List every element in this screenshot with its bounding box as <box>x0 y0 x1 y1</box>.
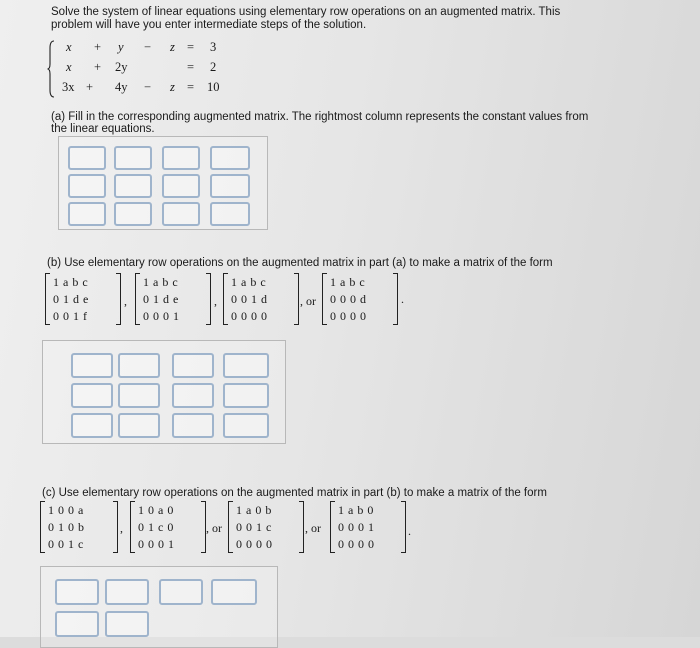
matrix-c-cell-r1c2[interactable] <box>105 579 149 605</box>
matrix-a-cell-r3c2[interactable] <box>114 202 152 226</box>
matrix-c-cell-r1c1[interactable] <box>55 579 99 605</box>
matrix-b-cell-r3c4[interactable] <box>223 413 269 438</box>
part-c-sep-or-2: , or <box>305 521 321 535</box>
matrix-a-cell-r1c2[interactable] <box>114 146 152 170</box>
matrix-b-cell-r3c1[interactable] <box>71 413 113 438</box>
matrix-a-cell-r1c1[interactable] <box>68 146 106 170</box>
part-c-form-4: 1 a b 0 0 0 0 1 0 0 0 0 <box>330 501 406 553</box>
part-a-line-2: the linear equations. <box>51 123 155 135</box>
part-c-form-1: 1 0 0 a 0 1 0 b 0 0 1 c <box>40 501 118 553</box>
part-b-sep-2: , <box>214 294 217 308</box>
matrix-b-cell-r2c1[interactable] <box>71 383 113 408</box>
matrix-b-cell-r2c3[interactable] <box>172 383 214 408</box>
equation-row-2: x + 2y = 2 <box>66 60 217 74</box>
part-c-matrix-panel <box>40 566 278 648</box>
part-c-sep-1: , <box>120 521 123 535</box>
equation-row-1: x + y − z = 3 <box>66 40 217 54</box>
system-brace <box>47 40 55 98</box>
part-b-sep-or: , or <box>300 294 316 308</box>
part-b-sep-1: , <box>124 294 127 308</box>
part-b-prompt: (b) Use elementary row operations on the augmented matrix in part (a) to make a matrix of the form <box>47 257 553 269</box>
matrix-a-cell-r3c1[interactable] <box>68 202 106 226</box>
part-b-matrix-panel <box>42 340 286 444</box>
matrix-a-cell-r2c2[interactable] <box>114 174 152 198</box>
part-c-end: . <box>408 524 411 538</box>
matrix-a-cell-r1c4[interactable] <box>210 146 250 170</box>
part-b-form-4: 1 a b c 0 0 0 d 0 0 0 0 <box>322 273 398 325</box>
matrix-b-cell-r1c1[interactable] <box>71 353 113 378</box>
matrix-b-cell-r2c2[interactable] <box>118 383 160 408</box>
part-a-line-1: (a) Fill in the corresponding augmented matrix. The rightmost column represents the constant values from <box>51 111 589 123</box>
intro-line-1: Solve the system of linear equations using elementary row operations on an augmented matrix. This <box>51 6 561 18</box>
matrix-a-cell-r2c1[interactable] <box>68 174 106 198</box>
matrix-b-cell-r1c3[interactable] <box>172 353 214 378</box>
matrix-a-cell-r3c3[interactable] <box>162 202 200 226</box>
matrix-b-cell-r1c4[interactable] <box>223 353 269 378</box>
matrix-a-cell-r3c4[interactable] <box>210 202 250 226</box>
part-b-form-1: 1 a b c 0 1 d e 0 0 1 f <box>45 273 121 325</box>
part-b-form-2: 1 a b c 0 1 d e 0 0 0 1 <box>135 273 211 325</box>
matrix-c-cell-r1c3[interactable] <box>159 579 203 605</box>
part-c-form-2: 1 0 a 0 0 1 c 0 0 0 0 1 <box>130 501 206 553</box>
matrix-b-cell-r3c2[interactable] <box>118 413 160 438</box>
matrix-a-cell-r2c3[interactable] <box>162 174 200 198</box>
matrix-a-cell-r1c3[interactable] <box>162 146 200 170</box>
part-c-form-3: 1 a 0 b 0 0 1 c 0 0 0 0 <box>228 501 304 553</box>
intro-line-2: problem will have you enter intermediate steps of the solution. <box>51 19 367 31</box>
part-b-end: . <box>401 292 404 306</box>
part-b-form-3: 1 a b c 0 0 1 d 0 0 0 0 <box>223 273 299 325</box>
matrix-b-cell-r2c4[interactable] <box>223 383 269 408</box>
part-c-sep-or-1: , or <box>206 521 222 535</box>
part-a-matrix-panel <box>58 136 268 230</box>
part-c-prompt: (c) Use elementary row operations on the augmented matrix in part (b) to make a matrix of the form <box>42 487 547 499</box>
matrix-c-cell-r2c1[interactable] <box>55 611 99 637</box>
equation-row-3: 3x + 4y − z = 10 <box>62 80 220 94</box>
matrix-c-cell-r1c4[interactable] <box>211 579 257 605</box>
matrix-b-cell-r3c3[interactable] <box>172 413 214 438</box>
matrix-b-cell-r1c2[interactable] <box>118 353 160 378</box>
matrix-a-cell-r2c4[interactable] <box>210 174 250 198</box>
matrix-c-cell-r2c2[interactable] <box>105 611 149 637</box>
